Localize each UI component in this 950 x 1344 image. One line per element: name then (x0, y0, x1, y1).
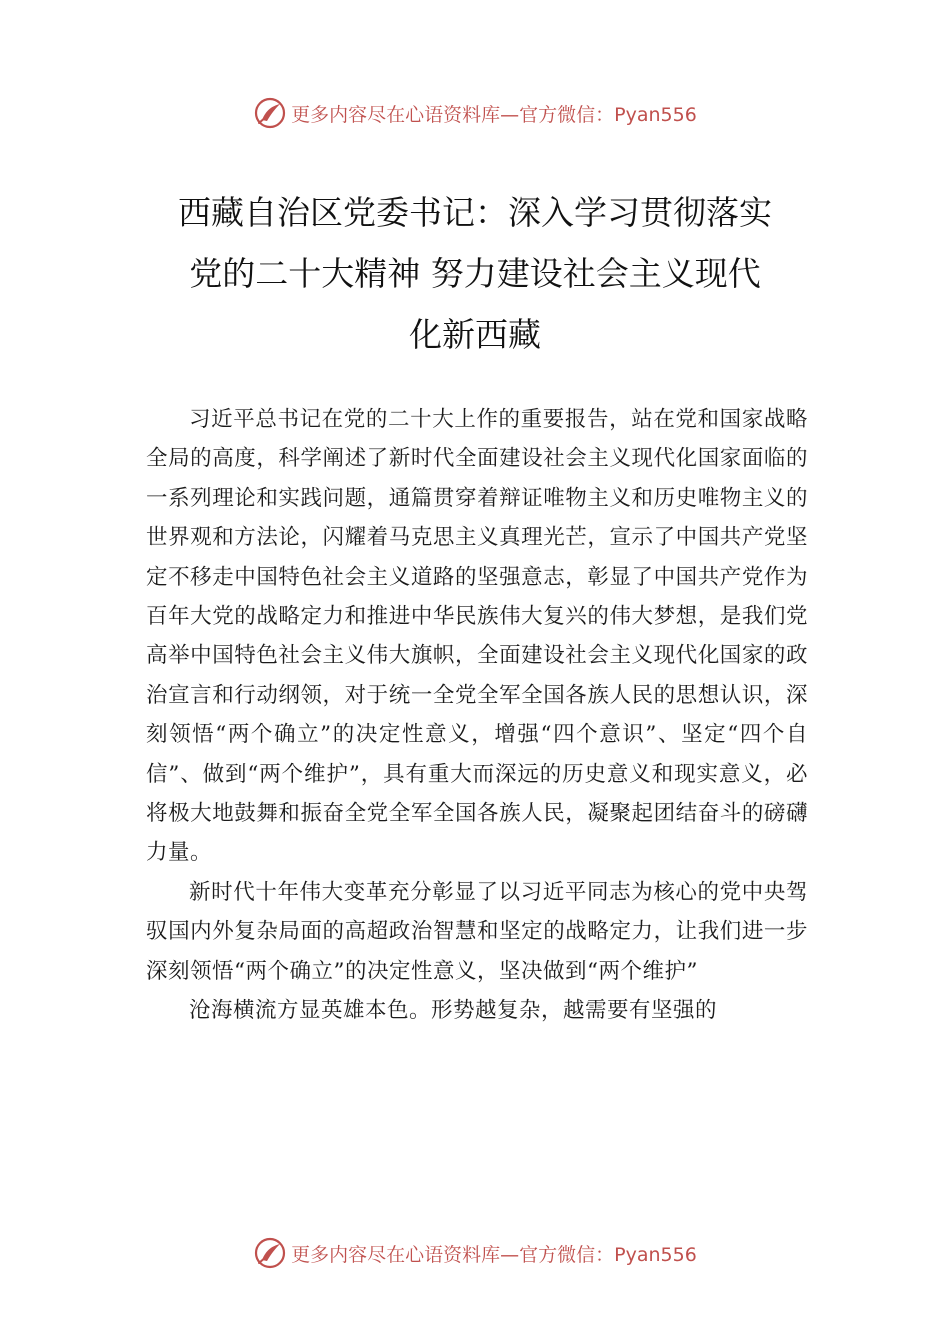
paragraph-2: 新时代十年伟大变革充分彰显了以习近平同志为核心的党中央驾驭国内外复杂局面的高超政治智慧和坚定的战略定力，让我们进一步深刻领悟“两个确立”的决定性意义，坚决做到“两个维护” (146, 879, 808, 984)
banner-wechat-text: —官方微信：Pyan556 (500, 103, 697, 126)
banner-brand-text: 更多内容尽在心语资料库 (291, 103, 501, 126)
paragraph-3: 沧海横流方显英雄本色。形势越复杂，越需要有坚强的 (189, 998, 718, 1024)
title-line-3: 化新西藏 (409, 315, 541, 354)
article-title (150, 182, 800, 365)
brand-logo-icon (253, 96, 287, 130)
footer-banner (0, 1233, 950, 1273)
title-line-2: 党的二十大精神 努力建设社会主义现代 (189, 254, 761, 293)
paragraph-1: 习近平总书记在党的二十大上作的重要报告，站在党和国家战略全局的高度，科学阐述了新时代全面建设社会主义现代化国家面临的一系列理论和实践问题，通篇贯穿着辩证唯物主义和历史唯物主义的世界观和方法论，闪耀着马克思主义真理光芒，宣示了中国共产党坚定不移走中国特色社会主义道路的坚强意志，彰显了中国共产党作为百年大党的战略定力和推进中华民族伟大复兴的伟大梦想，是我们党高举中国特色社会主义伟大旗帜，全面建设社会主义现代化国家的政治宣言和行动纲领，对于统一全党全军全国各族人民的思想认识，深刻领悟“两个确立”的决定性意义，增强“四个意识”、坚定“四个自信”、做到“两个维护”，具有重大而深远的历史意义和现实意义，必将极大地鼓舞和振奋全党全军全国各族人民，凝聚起团结奋斗的磅礴力量。 (146, 407, 808, 866)
header-banner (0, 93, 950, 133)
title-line-1: 西藏自治区党委书记：深入学习贯彻落实 (178, 193, 772, 232)
article-body (146, 400, 808, 1031)
banner-brand-text: 更多内容尽在心语资料库 (291, 1243, 501, 1266)
banner-wechat-text: —官方微信：Pyan556 (500, 1243, 697, 1266)
brand-logo-icon (253, 1236, 287, 1270)
